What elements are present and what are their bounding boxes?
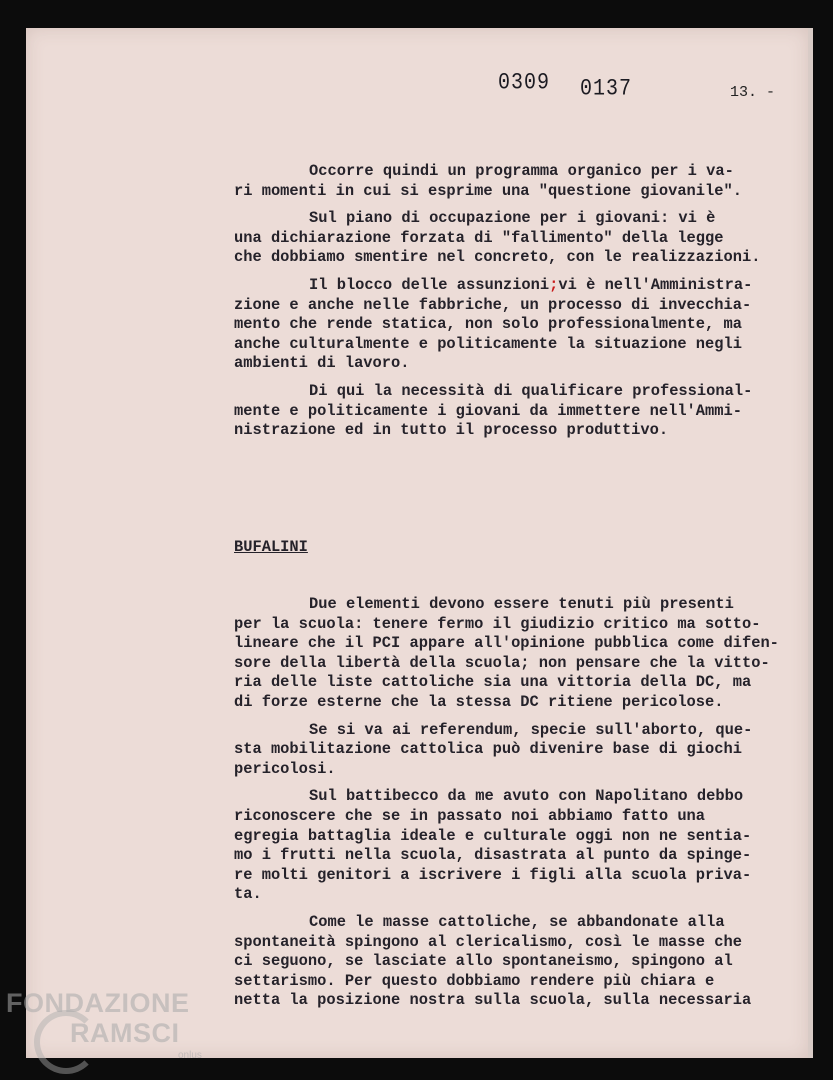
text-line: Sul piano di occupazione per i giovani: vi è <box>309 209 716 228</box>
text-line: Come le masse cattoliche, se abbandonate alla <box>309 912 725 931</box>
paragraph <box>234 721 794 780</box>
text-line: ambienti di lavoro. <box>234 354 410 373</box>
archive-stamp-a: 0309 <box>498 70 551 97</box>
text-line: che dobbiamo smentire nel concreto, con le realizzazioni. <box>234 248 761 267</box>
text-line: per la scuola: tenere fermo il giudizio critico ma sotto- <box>234 614 761 633</box>
text-line: re molti genitori a iscrivere i figli alla scuola priva- <box>234 865 752 884</box>
text-line: Di qui la necessità di qualificare professional- <box>309 381 753 400</box>
text-line: lineare che il PCI appare all'opinione pubblica come difen- <box>234 634 779 653</box>
section-one <box>234 162 794 441</box>
paragraph <box>234 382 794 441</box>
paragraph <box>234 209 794 268</box>
text-line: spontaneità spingono al clericalismo, così le masse che <box>234 932 742 951</box>
text-line: zione e anche nelle fabbriche, un processo di invecchia- <box>234 295 752 314</box>
text-line: pericolosi. <box>234 759 336 778</box>
text-line: settarismo. Per questo dobbiamo rendere più chiara e <box>234 971 715 990</box>
text-line: egregia battaglia ideale e culturale oggi non ne sentia- <box>234 826 752 845</box>
text-line: vi è nell'Amministra- <box>558 275 753 294</box>
text-line: Due elementi devono essere tenuti più presenti <box>309 595 734 613</box>
text-line: nistrazione ed in tutto il processo produttivo. <box>234 421 669 440</box>
watermark-line-2: RAMSCI <box>70 1018 180 1048</box>
text-line: mento che rende statica, non solo professionalmente, ma <box>234 315 742 334</box>
text-line: anche culturalmente e politicamente la situazione negli <box>234 334 742 353</box>
text-line: di forze esterne che la stessa DC ritiene pericolose. <box>234 692 724 711</box>
paragraph <box>234 787 794 905</box>
text-line: Occorre quindi un programma organico per i va- <box>309 162 734 180</box>
text-line: mo i frutti nella scuola, disastrata al punto da spinge- <box>234 846 752 865</box>
paragraph <box>234 162 794 201</box>
speaker-heading: BUFALINI <box>234 538 308 556</box>
text-line: ci seguono, se lasciate allo spontaneismo, spingono al <box>234 952 733 971</box>
page-number: 13. - <box>730 84 776 101</box>
text-line: Sul battibecco da me avuto con Napolitano debbo <box>309 787 744 806</box>
text-line: netta la posizione nostra sulla scuola, sulla necessaria <box>234 991 752 1010</box>
text-line: riconoscere che se in passato noi abbiamo fatto una <box>234 806 706 825</box>
watermark-suffix: onlus <box>178 1050 202 1061</box>
paragraph <box>234 595 794 713</box>
text-line: sore della libertà della scuola; non pensare che la vitto- <box>234 653 770 672</box>
text-line: mente e politicamente i giovani da immettere nell'Ammi- <box>234 401 742 420</box>
section-two <box>234 595 794 1011</box>
fondazione-gramsci-watermark <box>6 988 202 1061</box>
archive-stamp-b: 0137 <box>580 76 633 103</box>
text-line: sta mobilitazione cattolica può divenire base di giochi <box>234 740 742 759</box>
text-line: ta. <box>234 885 262 904</box>
watermark-line-1: FONDAZIONE <box>6 988 190 1018</box>
paragraph <box>234 913 794 1011</box>
paragraph <box>234 276 794 374</box>
text-line: ria delle liste cattoliche sia una vittoria della DC, ma <box>234 673 752 692</box>
text-line: una dichiarazione forzata di "fallimento" della legge <box>234 228 724 247</box>
page-edge <box>808 28 813 1058</box>
text-line: ri momenti in cui si esprime una "questione giovanile". <box>234 181 742 200</box>
text-line: Se si va ai referendum, specie sull'aborto, que- <box>309 720 753 739</box>
red-pencil-mark: ; <box>549 275 559 294</box>
text-line: Il blocco delle assunzioni <box>309 275 550 294</box>
